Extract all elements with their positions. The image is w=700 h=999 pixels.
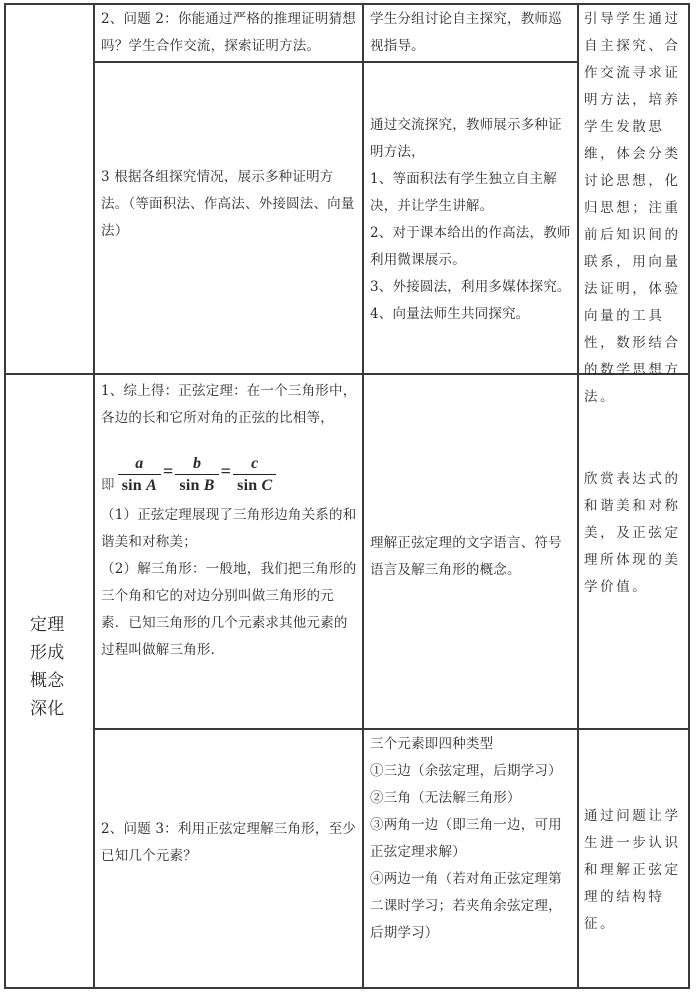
activity-line: ④两边一角（若对角正弦定理第二课时学习；若夹角余弦定理，后期学习） bbox=[370, 871, 562, 941]
lesson-plan-table bbox=[4, 3, 690, 988]
activity-text: 学生分组讨论自主探究，教师巡视指导。 bbox=[370, 11, 562, 54]
stage-label-line: 定理 bbox=[30, 615, 65, 635]
activity-line: 3、外接圆法，利用多媒体探究。 bbox=[370, 279, 571, 295]
equals-sign: = bbox=[220, 461, 232, 481]
process-cell-question3 bbox=[101, 816, 359, 870]
point-harmony: （1）正弦定理展现了三角形边角关系的和谐美和对称美； bbox=[101, 507, 357, 550]
equals-sign: = bbox=[162, 461, 174, 481]
sine-law-statement: 1、综上得：正弦定理：在一个三角形中，各边的长和它所对角的正弦的比相等， bbox=[101, 383, 357, 426]
activity-line: ②三角（无法解三角形） bbox=[370, 790, 521, 806]
row-divider bbox=[93, 728, 690, 730]
table-border-right bbox=[688, 3, 690, 989]
stage-label-line: 深化 bbox=[30, 699, 65, 719]
stage-label-line: 形成 bbox=[30, 643, 65, 663]
column-divider bbox=[577, 3, 579, 989]
activity-line: ①三边（余弦定理，后期学习） bbox=[370, 763, 562, 779]
row-divider bbox=[93, 61, 577, 63]
process-text: 2、问题 3：利用正弦定理解三角形，至少已知几个元素？ bbox=[101, 821, 356, 864]
column-divider bbox=[362, 3, 364, 989]
process-cell-sine-law bbox=[101, 378, 359, 664]
intent-cell-section1 bbox=[584, 6, 686, 411]
table-border-top bbox=[4, 3, 690, 5]
activity-line: ③两角一边（即三角一边，可用正弦定理求解） bbox=[370, 817, 562, 860]
stage-label-line: 概念 bbox=[30, 671, 65, 691]
process-cell-question2 bbox=[101, 6, 359, 60]
intent-cell-aesthetics bbox=[584, 466, 686, 601]
table-border-left bbox=[4, 3, 6, 989]
activity-text: 理解正弦定理的文字语言、符号语言及解三角形的概念。 bbox=[370, 535, 562, 578]
process-text: 2、问题 2：你能通过严格的推理证明猜想吗？学生合作交流，探索证明方法。 bbox=[101, 11, 356, 54]
point-solve-triangle: （2）解三角形：一般地，我们把三角形的三个角和它的对边分别叫做三角形的元素．已知三角形的几个元素求其他元素的过程叫做解三角形． bbox=[101, 561, 357, 658]
activity-line: 4、向量法师生共同探究。 bbox=[370, 306, 530, 322]
fraction-a: $\frac{a}{\text{sin A}}$ bbox=[118, 454, 161, 496]
activity-cell-group-discussion bbox=[370, 6, 572, 60]
column-divider bbox=[93, 3, 95, 989]
intent-text: 引导学生通过自主探究、合作交流寻求证明方法，培养学生发散思维，体会分类讨论思想，化归思想；注重前后知识间的联系，用向量法证明，体验向量的工具性，数形结合的数学思想方法。 bbox=[584, 11, 681, 405]
process-text: 3 根据各组探究情况，展示多种证明方法。（等面积法、作高法、外接圆法、向量法） bbox=[101, 169, 355, 239]
process-cell-proof-methods bbox=[101, 164, 359, 245]
intent-text: 欣赏表达式的和谐美和对称美，及正弦定理所体现的美学价值。 bbox=[584, 471, 681, 595]
table-border-bottom bbox=[4, 987, 690, 989]
formula-prefix: 即 bbox=[101, 477, 115, 493]
activity-cell-understand bbox=[370, 530, 575, 584]
intent-cell-structure bbox=[584, 803, 686, 938]
activity-line: 2、对于课本给出的作高法，教师利用微课展示。 bbox=[370, 225, 571, 268]
stage-label-cell bbox=[30, 611, 70, 723]
fraction-c: $\frac{c}{\text{sin C}}$ bbox=[233, 454, 276, 496]
activity-cell-proof-methods bbox=[370, 112, 575, 328]
activity-line: 1、等面积法有学生独立自主解决，并让学生讲解。 bbox=[370, 171, 557, 214]
activity-line: 三个元素即四种类型 bbox=[370, 736, 494, 752]
fraction-b: $\frac{b}{\text{sin B}}$ bbox=[175, 454, 218, 496]
intent-text: 通过问题让学生进一步认识和理解正弦定理的结构特征。 bbox=[584, 808, 681, 932]
sine-law-formula bbox=[101, 440, 359, 496]
activity-cell-four-types bbox=[370, 731, 575, 947]
activity-line: 通过交流探究，教师展示多种证明方法， bbox=[370, 117, 562, 160]
